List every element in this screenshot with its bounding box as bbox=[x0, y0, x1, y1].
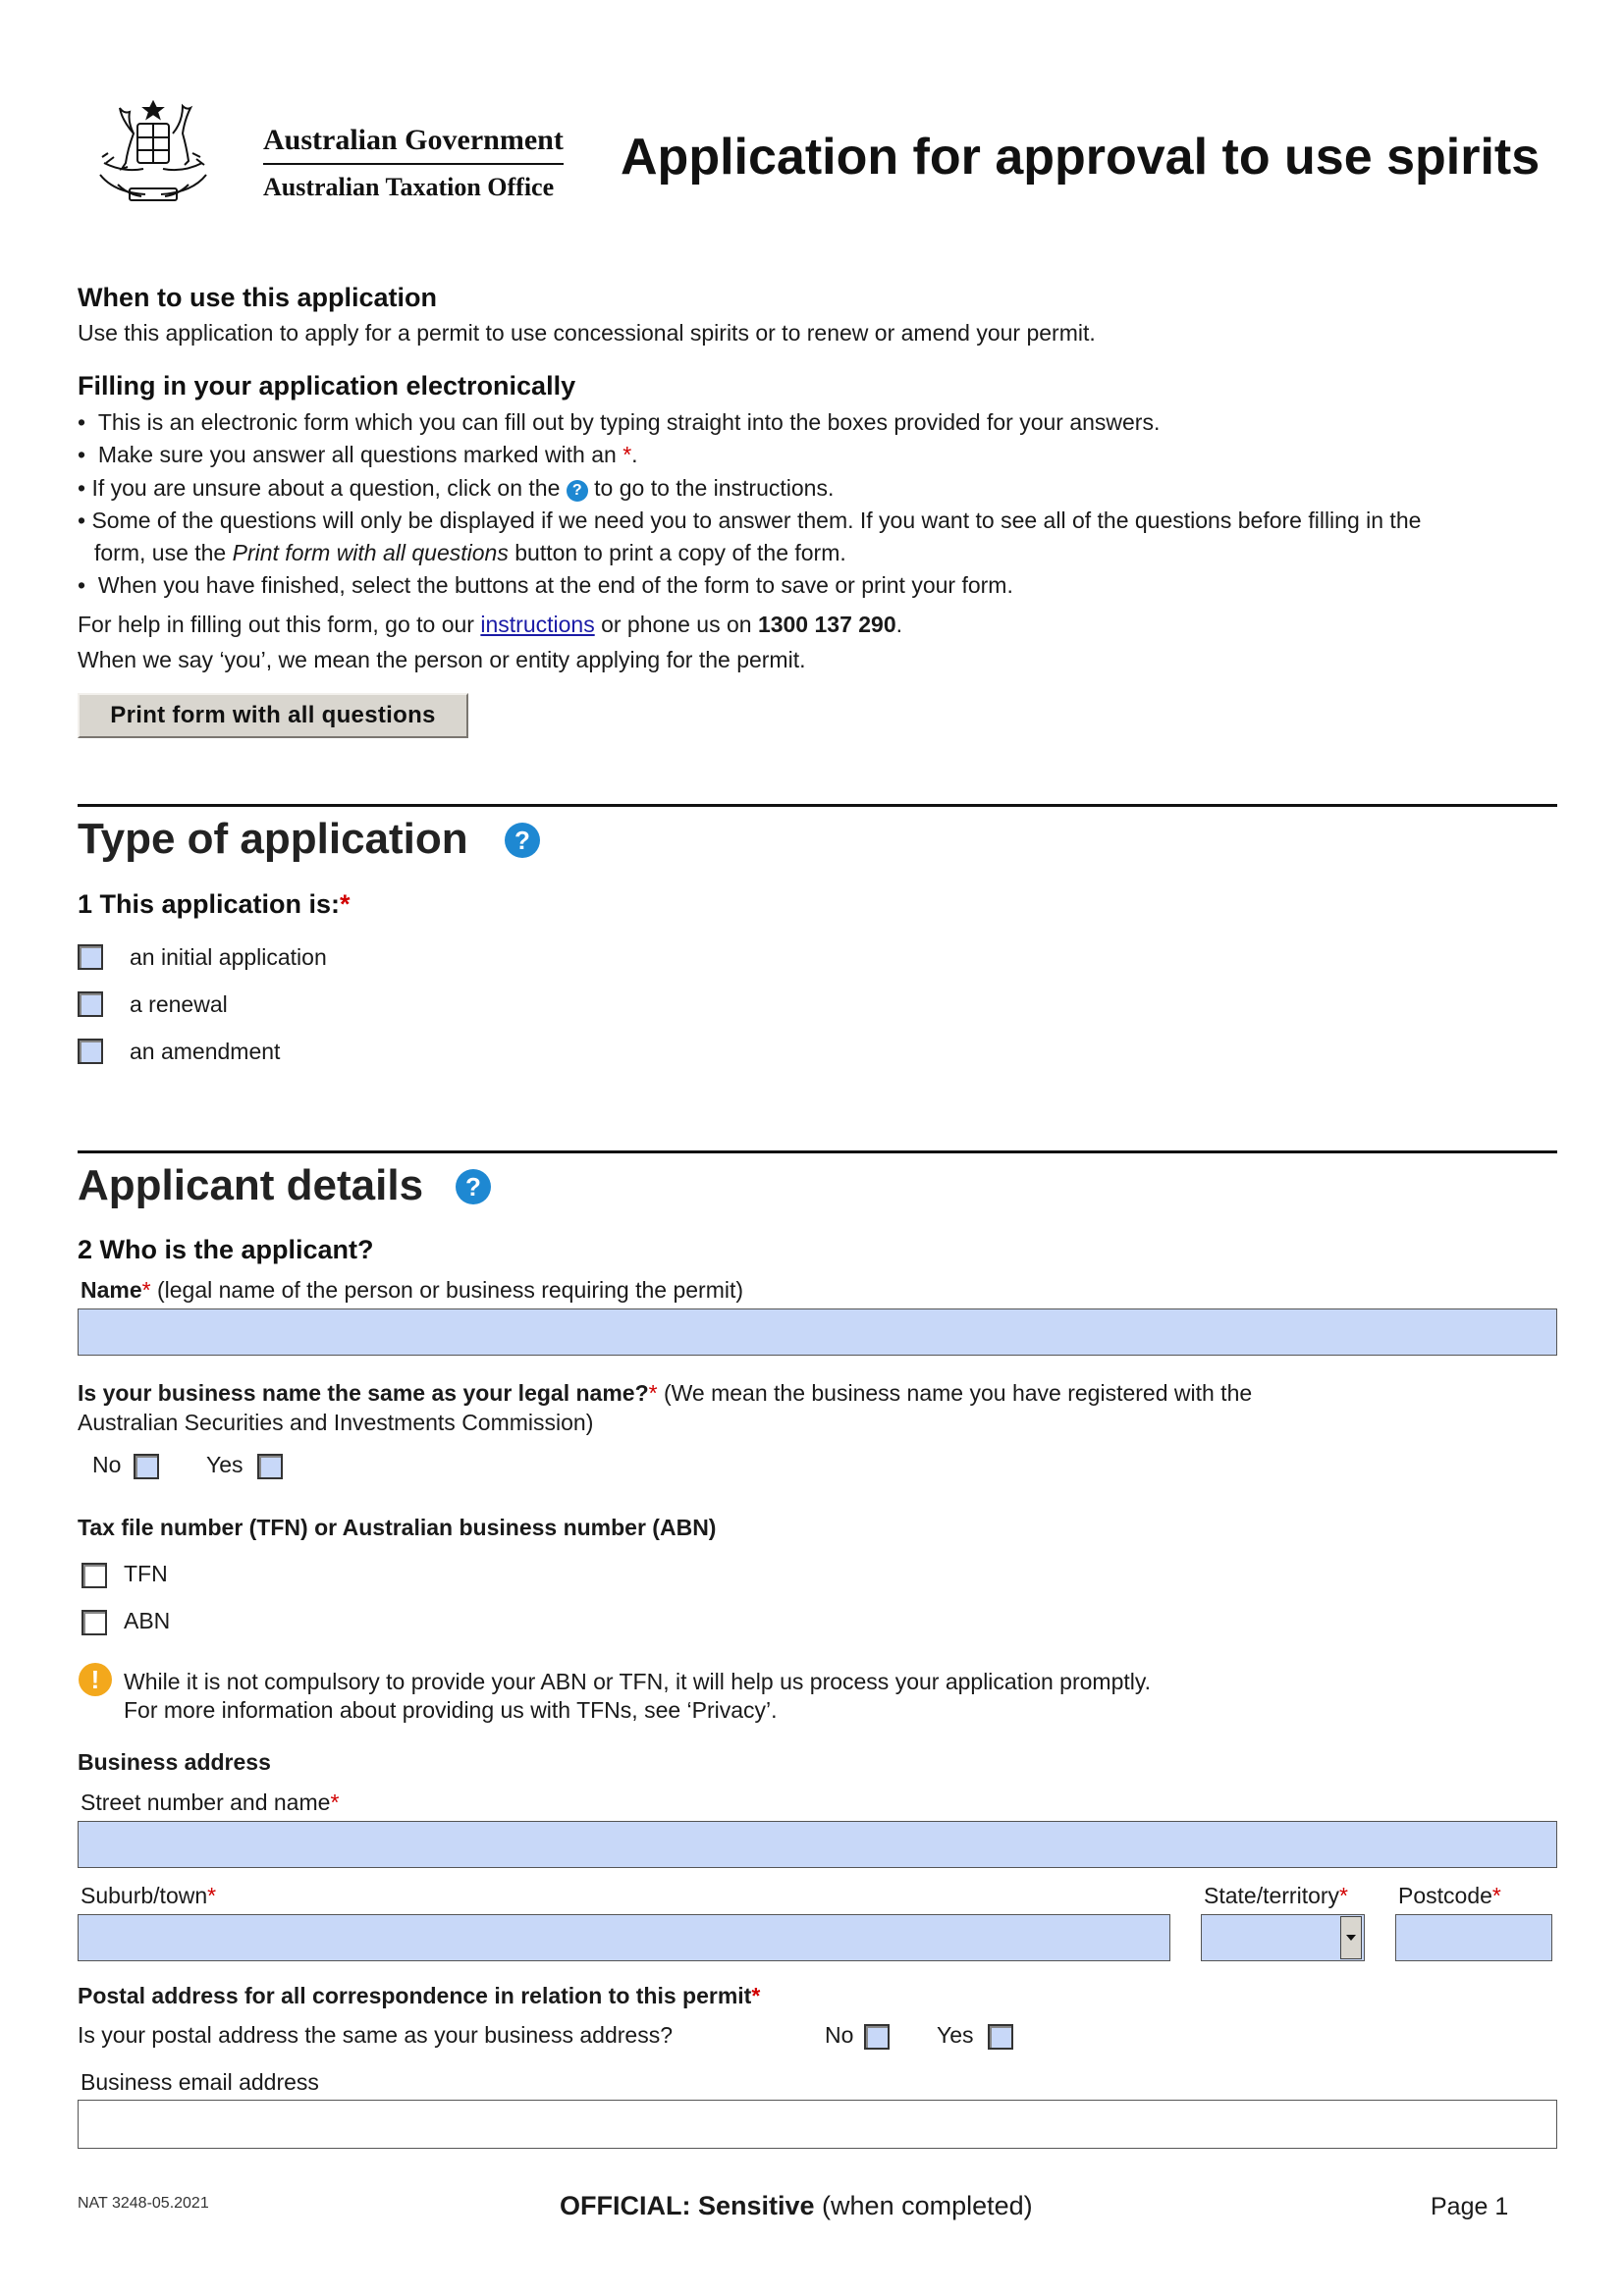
street-input[interactable] bbox=[78, 1821, 1557, 1868]
form-code: NAT 3248-05.2021 bbox=[78, 2195, 209, 2212]
name-label: Name* (legal name of the person or business requiring the permit) bbox=[81, 1277, 744, 1303]
postcode-label: Postcode* bbox=[1398, 1883, 1501, 1908]
bullet-4-cont: form, use the Print form with all questions button to print a copy of the form. bbox=[94, 540, 846, 565]
warning-text-1: While it is not compulsory to provide your ABN or TFN, it will help us process your application promptly. bbox=[124, 1669, 1152, 1694]
gov-name: Australian Government bbox=[263, 124, 564, 156]
postal-yes-checkbox[interactable] bbox=[988, 2024, 1013, 2050]
tfn-label: TFN bbox=[124, 1561, 168, 1586]
bullet-4: • Some of the questions will only be displayed if we need you to answer them. If you want to see all of the questions before filling in the bbox=[78, 507, 1422, 533]
amendment-label: an amendment bbox=[130, 1039, 281, 1064]
page-number: Page 1 bbox=[1431, 2193, 1509, 2220]
business-yes-checkbox[interactable] bbox=[257, 1454, 283, 1479]
print-all-questions-button[interactable]: Print form with all questions bbox=[78, 693, 468, 738]
warning-icon: ! bbox=[79, 1663, 112, 1696]
name-input[interactable] bbox=[78, 1308, 1557, 1356]
tfn-checkbox[interactable] bbox=[81, 1563, 107, 1588]
type-section-heading: Type of application bbox=[78, 815, 468, 863]
tfn-abn-heading: Tax file number (TFN) or Australian business number (ABN) bbox=[78, 1515, 717, 1540]
dropdown-arrow-icon[interactable] bbox=[1340, 1916, 1362, 1959]
business-no-checkbox[interactable] bbox=[134, 1454, 159, 1479]
bullet-2: • Make sure you answer all questions marked with an *. bbox=[78, 442, 638, 467]
bullet-3: • If you are unsure about a question, click on the ? to go to the instructions. bbox=[78, 475, 835, 501]
bullet-1: • This is an electronic form which you can fill out by typing straight into the boxes provided for your answers. bbox=[78, 409, 1161, 435]
instructions-link[interactable]: instructions bbox=[480, 612, 595, 637]
postal-heading: Postal address for all correspondence in relation to this permit* bbox=[78, 1983, 761, 2008]
postal-yes-label: Yes bbox=[937, 2022, 974, 2048]
suburb-input[interactable] bbox=[78, 1914, 1170, 1961]
street-label: Street number and name* bbox=[81, 1789, 340, 1815]
warning-text-2: For more information about providing us with TFNs, see ‘Privacy’. bbox=[124, 1697, 778, 1723]
initial-application-checkbox[interactable] bbox=[78, 944, 103, 970]
email-input[interactable] bbox=[78, 2100, 1557, 2149]
ato-name: Australian Taxation Office bbox=[263, 173, 555, 201]
postal-question: Is your postal address the same as your business address? bbox=[78, 2022, 673, 2048]
bullet-5: • When you have finished, select the buttons at the end of the form to save or print your form. bbox=[78, 572, 1013, 598]
coat-of-arms-logo bbox=[94, 94, 212, 210]
page-title: Application for approval to use spirits bbox=[621, 129, 1541, 186]
applicant-section-heading: Applicant details bbox=[78, 1161, 424, 1209]
postal-no-checkbox[interactable] bbox=[864, 2024, 890, 2050]
suburb-label: Suburb/town* bbox=[81, 1883, 217, 1908]
renewal-label: a renewal bbox=[130, 991, 228, 1017]
section-divider bbox=[78, 804, 1557, 807]
q2-label: 2 Who is the applicant? bbox=[78, 1235, 374, 1264]
when-heading: When to use this application bbox=[78, 283, 438, 312]
filling-heading: Filling in your application electronically bbox=[78, 371, 576, 400]
state-select[interactable] bbox=[1201, 1914, 1365, 1961]
postal-no-label: No bbox=[825, 2022, 854, 2048]
business-name-question-cont: Australian Securities and Investments Commission) bbox=[78, 1410, 594, 1435]
business-address-heading: Business address bbox=[78, 1749, 271, 1775]
abn-checkbox[interactable] bbox=[81, 1610, 107, 1635]
abn-label: ABN bbox=[124, 1608, 171, 1633]
initial-application-label: an initial application bbox=[130, 944, 327, 970]
help-icon[interactable]: ? bbox=[505, 823, 540, 858]
classification-label: OFFICIAL: Sensitive (when completed) bbox=[560, 2191, 1033, 2220]
postcode-input[interactable] bbox=[1395, 1914, 1552, 1961]
we-say-text: When we say ‘you’, we mean the person or entity applying for the permit. bbox=[78, 647, 806, 672]
business-name-question: Is your business name the same as your legal name?* (We mean the business name you have registered with the bbox=[78, 1380, 1253, 1406]
help-phone: 1300 137 290 bbox=[757, 612, 896, 637]
coat-of-arms-icon bbox=[94, 94, 212, 210]
renewal-checkbox[interactable] bbox=[78, 991, 103, 1017]
state-label: State/territory* bbox=[1204, 1883, 1348, 1908]
when-text: Use this application to apply for a permit to use concessional spirits or to renew or amend your permit. bbox=[78, 320, 1096, 346]
amendment-checkbox[interactable] bbox=[78, 1039, 103, 1064]
business-yes-label: Yes bbox=[206, 1452, 244, 1477]
business-no-label: No bbox=[92, 1452, 122, 1477]
q1-label: 1 This application is:* bbox=[78, 889, 351, 919]
email-label: Business email address bbox=[81, 2069, 319, 2095]
section-divider bbox=[78, 1150, 1557, 1153]
help-icon[interactable]: ? bbox=[456, 1169, 491, 1204]
help-text: For help in filling out this form, go to our instructions or phone us on 1300 137 290. bbox=[78, 612, 903, 637]
gov-divider bbox=[263, 163, 564, 165]
help-icon[interactable]: ? bbox=[567, 480, 588, 502]
